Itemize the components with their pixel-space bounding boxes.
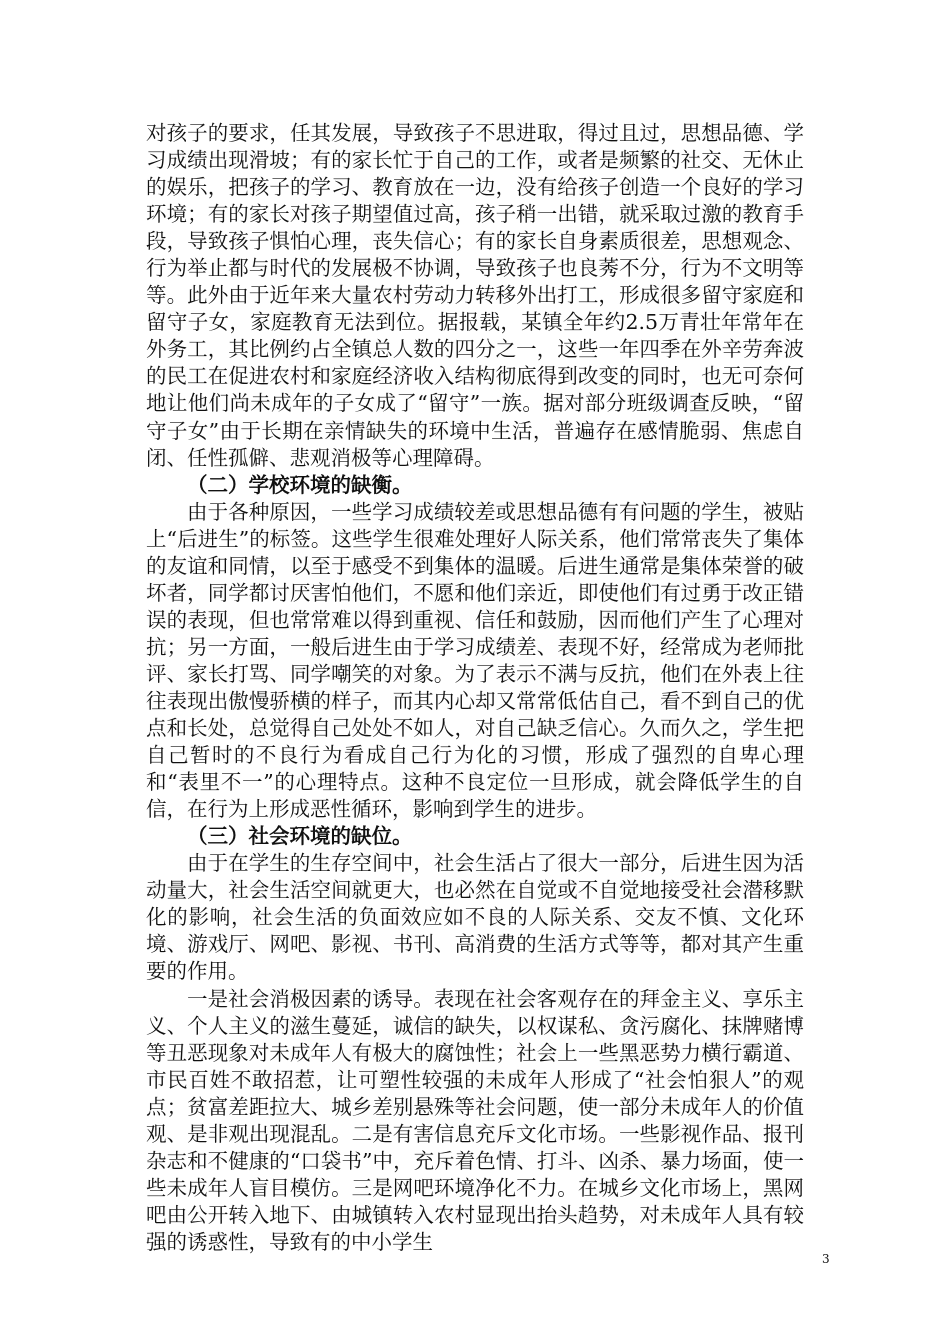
body-paragraph: 一是社会消极因素的诱导。表现在社会客观存在的拜金主义、享乐主义、个人主义的滋生蔓延，诚信的缺失，以权谋私、贪污腐化、抹牌赌博等丑恶现象对未成年人有极大的腐蚀性；社会上一些黑恶势力横行霸道、市民百姓不敢招惹，让可塑性较强的未成年人形成了“社会怕狠人”的观点；贫富差距拉大、城乡差别悬殊等社会问题，使一部分未成年人的价值观、是非观出现混乱。二是有害信息充斥文化市场。一些影视作品、报刊杂志和不健康的“口袋书”中，充斥着色情、打斗、凶杀、暴力场面，使一些未成年人盲目模仿。三是网吧环境净化不力。在城乡文化市场上，黑网吧由公开转入地下、由城镇转入农村显现出抬头趋势，对未成年人具有较强的诱惑性，导致有的中小学生 [146,986,804,1254]
section-heading-society: （三）社会环境的缺位。 [187,824,413,849]
body-paragraph: 由于在学生的生存空间中，社会生活占了很大一部分，后进生因为活动量大，社会生活空间就更大，也必然在自觉或不自觉地接受社会潜移默化的影响，社会生活的负面效应如不良的人际关系、交友不慎、文化环境、游戏厅、网吧、影视、书刊、高消费的生活方式等等，都对其产生重要的作用。 [146,851,804,984]
section-heading-school: （二）学校环境的缺衡。 [187,472,413,497]
page-number: 3 [822,1252,830,1266]
document-body [146,120,804,1256]
body-paragraph: 由于各种原因，一些学习成绩较差或思想品德有有问题的学生，被贴上“后进生”的标签。这些学生很难处理好人际关系，他们常常丧失了集体的友谊和同情，以至于感受不到集体的温暖。后进生通常是集体荣誉的破坏者，同学都讨厌害怕他们，不愿和他们亲近，即使他们有过勇于改正错误的表现，但也常常难以得到重视、信任和鼓励，因而他们产生了心理对抗；另一方面，一般后进生由于学习成绩差、表现不好，经常成为老师批评、家长打骂、同学嘲笑的对象。为了表示不满与反抗，他们在外表上往往表现出傲慢骄横的样子，而其内心却又常常低估自己，看不到自己的优点和长处，总觉得自己处处不如人，对自己缺乏信心。久而久之，学生把自己暂时的不良行为看成自己行为化的习惯，形成了强烈的自卑心理和“表里不一”的心理特点。这种不良定位一旦形成，就会降低学生的自信，在行为上形成恶性循环，影响到学生的进步。 [146,499,804,822]
body-paragraph: 对孩子的要求，任其发展，导致孩子不思进取，得过且过，思想品德、学习成绩出现滑坡；有的家长忙于自己的工作，或者是频繁的社交、无休止的娱乐，把孩子的学习、教育放在一边，没有给孩子创造一个良好的学习环境；有的家长对孩子期望值过高，孩子稍一出错，就采取过激的教育手段，导致孩子惧怕心理，丧失信心；有的家长自身素质很差，思想观念、行为举止都与时代的发展极不协调，导致孩子也良莠不分，行为不文明等等。此外由于近年来大量农村劳动力转移外出打工，形成很多留守家庭和留守子女，家庭教育无法到位。据报载，某镇全年约2.5万青壮年常年在外务工，其比例约占全镇总人数的四分之一，这些一年四季在外辛劳奔波的民工在促进农村和家庭经济收入结构彻底得到改变的同时，也无可奈何地让他们尚未成年的子女成了“留守”一族。据对部分班级调查反映，“留守子女”由于长期在亲情缺失的环境中生活，普遍存在感情脆弱、焦虑自闭、任性孤僻、悲观消极等心理障碍。 [146,121,804,470]
